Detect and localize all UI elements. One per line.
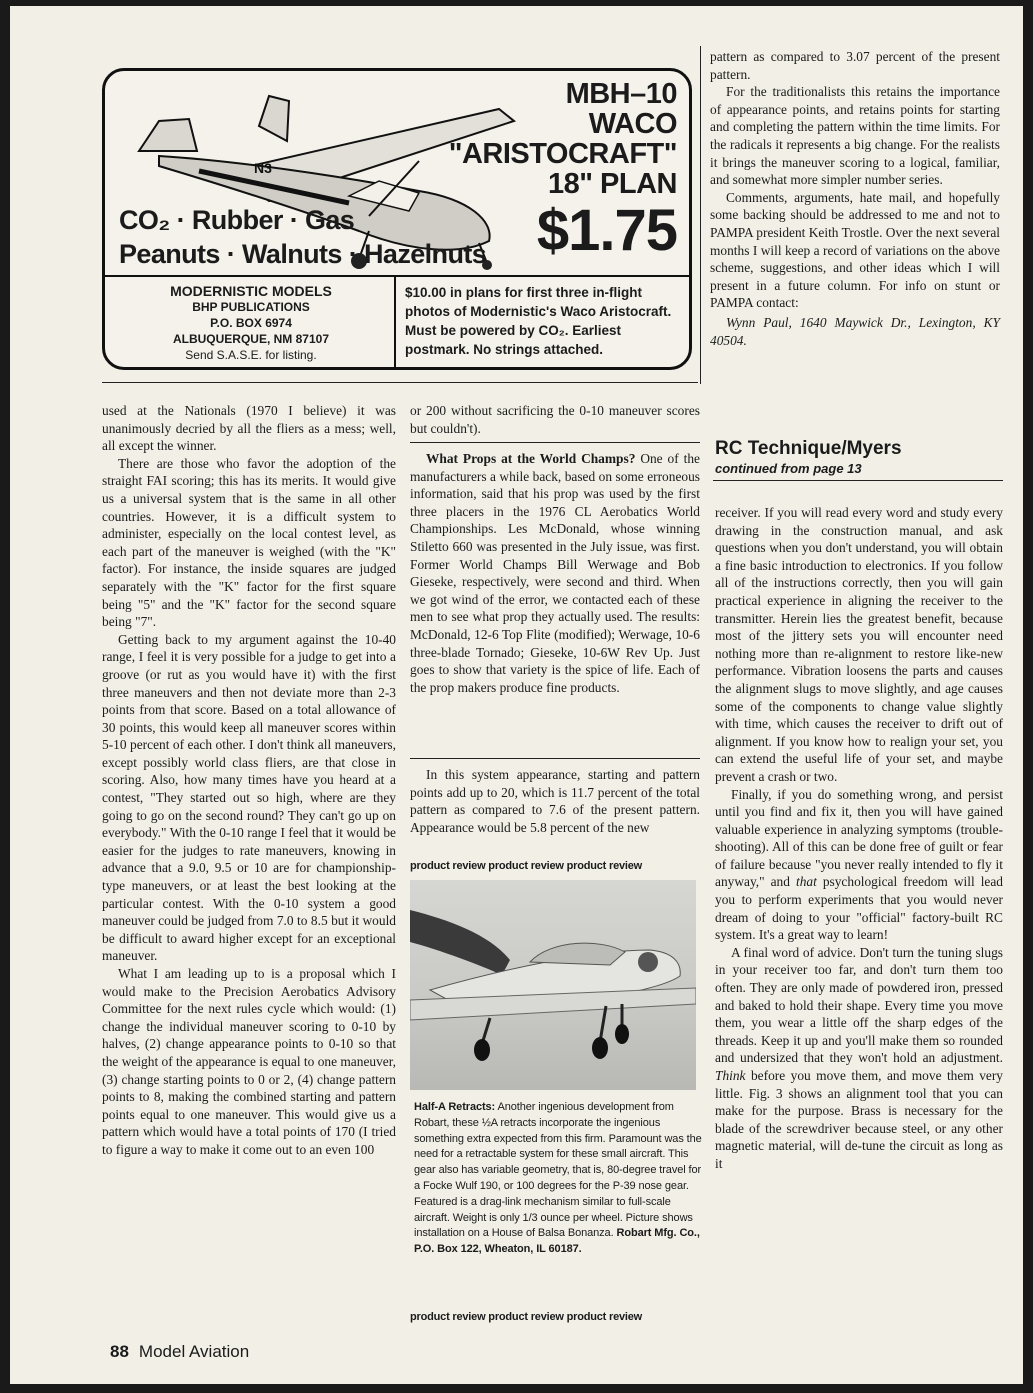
heading-rule [713, 480, 1003, 481]
section-divider [410, 758, 700, 759]
rc-technique-column [715, 504, 1003, 1173]
product-review-banner: product review product review product review [410, 1311, 643, 1323]
rc-italic-word: that [795, 874, 817, 890]
plane-registration: N3 [254, 160, 272, 176]
col3-paragraph: Comments, arguments, hate mail, and hopefully some backing should be addressed to me and not to PAMPA president Keith Trostle. Over the next several months I will keep a record of variations on the above scheme, suggestions, and other ideas which I will present in a future column. For info on stunt or PAMPA contact: [710, 189, 1000, 311]
rc-italic-word: Think [715, 1068, 746, 1083]
caption-lead: Half-A Retracts: [414, 1101, 496, 1113]
modernistic-models-ad [102, 68, 692, 370]
magazine-page [10, 6, 1023, 1384]
ad-listing-note: Send S.A.S.E. for listing. [185, 348, 317, 362]
ad-publisher: BHP PUBLICATIONS [192, 300, 310, 314]
col3-paragraph: For the traditionalists this retains the importance of appearance points, and retains points for starting and completing the pattern within the time limits. For the radicals it represents a big change. For the realists it brings the maneuver scoring to a logical, familiar, and somewhat more simpler number series. [710, 84, 1000, 188]
col1-paragraph: Getting back to my argument against the 10-40 range, I feel it is very possible for a judge to get into a groove (or rut as you would have it) with the first three maneuvers and then not deviate more than 2-3 points from that score. Based on a total allowance of 30 points, this would keep all maneuver scores within 5-10 percent of each other. I don't think all maneuvers, except possibly world class fliers, are that close in scoring. Also, how many times have you heard at a contest, "They started out so high, where are they going to go on the second round? They can't go up on everybody." With the 0-10 range I feel that it would be easier for the judges to rate maneuvers, knowing in advance that a 9.0, 9.5 or 10 are for championship-type maneuvers, or at least the best looking at the particular contest. With the 0-10 system a good maneuver could be judged from 7.0 to 8.5 but it would be difficult to award higher except for an exceptional maneuver. [102, 631, 396, 964]
photo-caption [414, 1100, 704, 1258]
ad-maker-name: WACO [588, 108, 677, 140]
column-1 [102, 402, 396, 1159]
page-number: 88 [110, 1342, 129, 1361]
ad-contest-offer: $10.00 in plans for first three in-flight photos of Modernistic's Waco Aristocraft. Must be powered by CO₂. Earliest postmark. No strings attached. [405, 285, 672, 357]
half-a-retracts-photo [410, 880, 696, 1090]
col2-paragraph: or 200 without sacrificing the 0-10 maneuver scores but couldn't). [410, 403, 700, 436]
col1-paragraph: used at the Nationals (1970 I believe) it was unanimously decried by all the fliers as a mess; well, all except the winner. [102, 403, 396, 454]
ad-divider [105, 275, 689, 277]
ad-power-options [119, 203, 486, 271]
caption-address: Robart Mfg. Co., P.O. Box 122, Wheaton, IL 60187. [414, 1227, 700, 1256]
ad-address-block [115, 283, 387, 363]
ad-price: $1.75 [536, 198, 677, 263]
ad-plan-size: 18" PLAN [547, 168, 677, 200]
product-review-banner: product review product review product review [410, 860, 643, 872]
column-3-top [710, 48, 1000, 349]
ad-plane-name: "ARISTOCRAFT" [448, 138, 677, 170]
rc-paragraph-part: A final word of advice. Don't turn the tuning slugs in your receiver too far, and don't turn them too often. They are only made of powdered iron, pressed and baked to hold their shape. Every time you move them, you wear a little off the sharp edges of the threads. Keep it up and you'll make them so rounded and undersized that they won't hold an adjustment. [715, 944, 1003, 1066]
model-plane-photo-graphic [410, 880, 696, 1090]
props-headline: What Props at the World Champs? [426, 451, 636, 466]
magazine-name: Model Aviation [138, 1342, 250, 1361]
ad-title [449, 79, 677, 199]
column-divider [700, 46, 701, 384]
col2-continued [410, 766, 700, 836]
props-body: One of the manufacturers a while back, based on some erroneous information, said that his prop was used by the first three placers in the 1976 CL Aerobatics World Championships. Les McDonald, whose winning Stiletto 660 was presented in the July issue, was first. Former World Champs Bill Werwage and Bob Gieseke, respectively, were second and third. When we got wind of the error, we contacted each of these men to see what prop they actually used. The results: McDonald, 12-6 Top Flite (modified); Werwage, 10-6 three-blade Tornado; Gieseke, 10-6W Rev Up. Just goes to show that variety is the spice of life. Each of the prop makers produce fine products. [410, 451, 700, 695]
ad-company: MODERNISTIC MODELS [170, 283, 332, 299]
ad-model-name: MBH–10 [565, 78, 677, 110]
col1-paragraph: There are those who favor the adoption of the straight FAI scoring; this has its merits. It would give us a universal system that is the same in all other countries. However, it is a difficult system to administer, especially on the local contest level, as each part of the maneuver is weighed (with the "K" factor). For instance, the inside squares are judged separately with the "K" factor for the first square being "5" and the "K" factor for the second square being "7". [102, 455, 396, 630]
ad-vertical-divider [394, 275, 396, 367]
ad-fuels-line1: CO₂ · Rubber · Gas [119, 205, 355, 235]
col1-paragraph: What I am leading up to is a proposal which I would make to the Precision Aerobatics Advisory Committee for the next rules cycle which would: (1) change the individual maneuver scoring to 0-10 by halves, (2) change appearance points to 0-10 so that the weight of the appearance is equal to one maneuver, (3) change starting points to 0 or 2, (4) change pattern points to 8, making the combined starting and pattern points equal to one maneuver. This would give us a pattern which would have a total points of 170 (I tried to figure a way to make it come out to an even 100 [102, 966, 396, 1157]
rc-paragraph-part: before you move them, and move them very little. Fig. 3 shows an alignment tool that you can make for the purpose. Brass is necessary for the blade of the screwdriver because steel, or any other magnetic material, will de-tune the circuit as long as it [715, 1068, 1003, 1171]
ad-bottom-rule [102, 382, 698, 383]
rc-paragraph: receiver. If you will read every word and study every drawing in the construction manual, and ask questions when you don't understand, you will obtain a fine basic introduction to electronics. If you follow all of the instructions correctly, then you will gain practical experience in aligning the receiver to the transmitter. Herein lies the greatest benefit, because most of the jittery sets you will encounter need nothing more than re-alignment to restore like-new performance. Vibration loosens the parts and causes the alignment slugs to move slightly, and age causes some of the components to change value slightly with time, which causes the receiver to drift out of alignment. If you know how to realign your set, you can extend the useful life of your set, and maybe prevent a crash or two. [715, 505, 1003, 784]
rc-paragraph-part: psychological freedom will lead you to perform experiments that you would never dream of doing to your "official" factory-built RC system. It's a great way to learn! [715, 874, 1003, 943]
caption-body: Another ingenious development from Robart, these ½A retracts incorporate the ingenious something extra expected from this firm. Paramount was the need for a retractable system for these small aircraft. This gear also has variable geometry, that is, 80-degree travel for a Focke Wulf 190, or 100 degrees for the P-39 nose gear. Featured is a drag-link mechanism similar to full-scale aircraft. Weight is only 1/3 ounce per wheel. Picture shows installation on a House of Balsa Bonanza. [414, 1101, 702, 1240]
section-divider [410, 442, 700, 443]
ad-city: ALBUQUERQUE, NM 87107 [172, 332, 330, 346]
col3-paragraph: pattern as compared to 3.07 percent of the present pattern. [710, 49, 1000, 82]
column-2 [410, 402, 700, 437]
props-section [410, 450, 700, 696]
continued-from-note: continued from page 13 [715, 461, 862, 476]
ad-fuels-line2: Peanuts · Walnuts · Hazelnuts [119, 239, 487, 269]
col2-paragraph: In this system appearance, starting and pattern points add up to 20, which is 11.7 percent of the total pattern as compared to 7.6 of the present pattern. Appearance would be 5.8 percent of the new [410, 767, 700, 835]
rc-paragraph-part: Finally, if you do something wrong, and persist until you find and fix it, then you will have gained valuable experience in analyzing symptoms (trouble-shooting). All of this can be done free of guilt or fear of failure because "you never really intended to fly it anyway," and [715, 786, 1003, 890]
page-footer [110, 1342, 249, 1362]
author-signature: Wynn Paul, 1640 Maywick Dr., Lexington, KY 40504. [710, 314, 1000, 348]
ad-po-box: P.O. BOX 6974 [210, 316, 292, 330]
rc-technique-heading: RC Technique/Myers [715, 438, 902, 459]
